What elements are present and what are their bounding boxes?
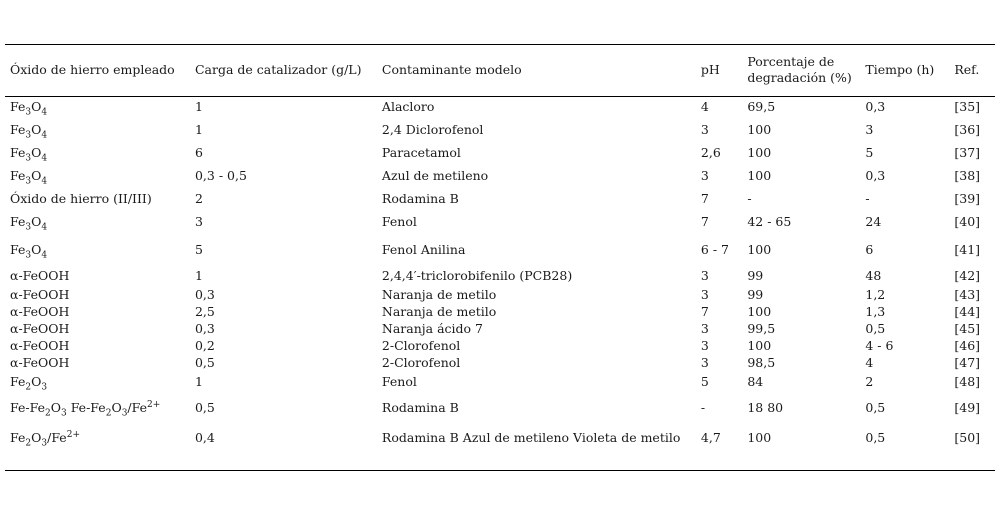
cell-time: - [865, 190, 870, 206]
header-time: Tiempo (h) [865, 61, 935, 77]
cell-load: 1 [194, 268, 203, 283]
cell-oxide [5, 233, 190, 266]
cell-time: 24 [865, 213, 882, 229]
cell-ref: [43] [954, 286, 981, 302]
formula-part: α-FeOOH [10, 303, 70, 319]
header-ref: Ref. [954, 61, 980, 77]
table-row [5, 320, 995, 337]
cell-load: 0,2 [194, 337, 215, 353]
formula-part: 2+ [66, 429, 80, 440]
formula-part: /Fe [127, 399, 148, 415]
formula-part: α-FeOOH [10, 354, 70, 370]
cell-ph: 3 [700, 337, 709, 353]
cell-contaminant: 2-Clorofenol [381, 337, 461, 353]
cell-degradation: 100 [747, 429, 772, 445]
cell-ph: 4,7 [700, 429, 721, 445]
table-row [5, 371, 995, 393]
formula-part: Fe [10, 213, 26, 229]
cell-ref: [49] [954, 399, 981, 415]
header-divider-rule [5, 96, 995, 97]
cell-ph: 7 [700, 303, 709, 319]
cell-time: 3 [865, 121, 874, 137]
cell-time: 5 [865, 144, 874, 160]
formula-part: O [31, 167, 42, 183]
cell-time: 4 [865, 354, 874, 370]
formula-part: 4 [41, 222, 48, 232]
cell-degradation: 99 [747, 268, 764, 283]
cell-ref: [50] [954, 429, 981, 445]
cell-load: 0,5 [194, 354, 215, 370]
cell-degradation: 100 [747, 337, 772, 353]
formula-part: 2+ [147, 399, 161, 410]
cell-oxide [5, 354, 190, 371]
cell-ph: 3 [700, 167, 709, 183]
formula-part: α-FeOOH [10, 320, 70, 336]
formula-part: 4 [41, 130, 48, 140]
cell-contaminant: 2-Clorofenol [381, 354, 461, 370]
cell-degradation: - [747, 190, 752, 206]
cell-load: 1 [194, 374, 203, 389]
formula-part: 3 [25, 176, 32, 186]
formula-part: O [31, 241, 42, 257]
cell-load: 0,3 - 0,5 [194, 167, 247, 183]
formula-part: 3 [25, 222, 32, 232]
cell-time: 2 [865, 374, 874, 389]
cell-oxide [5, 266, 190, 286]
formula-part: α-FeOOH [10, 268, 70, 283]
formula-part: O [31, 98, 42, 114]
formula-part: Fe-Fe [66, 399, 106, 415]
cell-time: 0,5 [865, 320, 886, 336]
cell-oxide [5, 95, 190, 118]
cell-contaminant: 2,4 Diclorofenol [381, 121, 484, 137]
cell-contaminant: Naranja ácido 7 [381, 320, 483, 336]
cell-time: 4 - 6 [865, 337, 894, 353]
cell-contaminant: Alacloro [381, 98, 435, 114]
cell-ph: 3 [700, 286, 709, 302]
formula-part: O [31, 121, 42, 137]
cell-time: 1,3 [865, 303, 886, 319]
formula-part: 3 [25, 153, 32, 163]
formula-part: 4 [41, 250, 48, 260]
formula-part: O [111, 399, 122, 415]
cell-load: 1 [194, 98, 203, 114]
formula-part: 2 [25, 382, 32, 393]
formula-part: O [31, 374, 42, 389]
table-row [5, 337, 995, 354]
cell-ref: [41] [954, 241, 981, 257]
cell-degradation: 100 [747, 144, 772, 160]
cell-oxide [5, 320, 190, 337]
cell-degradation: 69,5 [747, 98, 776, 114]
cell-oxide [5, 422, 190, 453]
cell-ref: [47] [954, 354, 981, 370]
cell-degradation: 100 [747, 121, 772, 137]
table-header [5, 44, 995, 95]
table-row [5, 118, 995, 141]
formula-part: Fe [10, 241, 26, 257]
cell-contaminant: Rodamina B [381, 399, 459, 415]
table-row [5, 141, 995, 164]
formula-part: Fe-Fe [10, 399, 45, 415]
cell-load: 1 [194, 121, 203, 137]
formula-part: O [31, 429, 42, 445]
formula-part: 3 [121, 408, 128, 418]
formula-part: Fe [10, 121, 26, 137]
formula-part: Fe [10, 429, 26, 445]
table-row [5, 233, 995, 266]
cell-contaminant: Paracetamol [381, 144, 461, 160]
formula-part: 2 [25, 438, 32, 448]
cell-ref: [44] [954, 303, 981, 319]
cell-ph: 6 - 7 [700, 241, 729, 257]
formula-part: 2 [105, 408, 112, 418]
table-row [5, 422, 995, 453]
cell-time: 0,3 [865, 98, 886, 114]
formula-part: α-FeOOH [10, 337, 70, 353]
cell-oxide [5, 118, 190, 141]
cell-ref: [36] [954, 121, 981, 137]
cell-degradation: 100 [747, 241, 772, 257]
cell-load: 0,4 [194, 429, 215, 445]
cell-ph: 7 [700, 213, 709, 229]
cell-contaminant: Fenol Anilina [381, 241, 466, 257]
formula-part: O [31, 213, 42, 229]
table-row [5, 266, 995, 286]
cell-ref: [48] [954, 374, 981, 389]
formula-part: 3 [41, 382, 48, 393]
cell-oxide [5, 141, 190, 164]
cell-load: 0,3 [194, 320, 215, 336]
cell-contaminant: 2,4,4′-triclorobifenilo (PCB28) [381, 268, 573, 283]
cell-load: 0,5 [194, 399, 215, 415]
formula-part: Fe [10, 167, 26, 183]
formula-part: Fe [10, 374, 26, 389]
cell-oxide [5, 371, 190, 393]
header-ph: pH [700, 61, 720, 77]
cell-ref: [35] [954, 98, 981, 114]
table-row [5, 95, 995, 118]
table-row [5, 354, 995, 371]
cell-load: 2 [194, 190, 203, 206]
table-row [5, 187, 995, 210]
cell-contaminant: Fenol [381, 213, 417, 229]
cell-time: 0,5 [865, 399, 886, 415]
formula-part: O [50, 399, 61, 415]
cell-ph: 3 [700, 354, 709, 370]
cell-degradation: 100 [747, 303, 772, 319]
cell-time: 0,3 [865, 167, 886, 183]
cell-time: 0,5 [865, 429, 886, 445]
cell-ph: 5 [700, 374, 709, 389]
cell-ph: - [700, 399, 706, 415]
cell-contaminant: Rodamina B Azul de metileno Violeta de metilo [381, 429, 681, 445]
header-load: Carga de catalizador (g/L) [194, 61, 362, 77]
cell-load: 2,5 [194, 303, 215, 319]
header-oxide: Óxido de hierro empleado [10, 61, 175, 77]
cell-contaminant: Azul de metileno [381, 167, 489, 183]
cell-degradation: 100 [747, 167, 772, 183]
formula-part: 4 [41, 153, 48, 163]
cell-ref: [37] [954, 144, 981, 160]
cell-load: 6 [194, 144, 203, 160]
header-contaminant: Contaminante modelo [381, 61, 522, 77]
cell-ref: [39] [954, 190, 981, 206]
cell-ph: 2,6 [700, 144, 721, 160]
formula-part: Óxido de hierro (II/III) [10, 190, 152, 206]
cell-degradation: 99 [747, 286, 764, 302]
cell-degradation: 99,5 [747, 320, 776, 336]
table-bottom-rule [5, 470, 995, 471]
formula-part: O [31, 144, 42, 160]
formula-part: 3 [25, 250, 32, 260]
cell-ref: [38] [954, 167, 981, 183]
table-row [5, 210, 995, 233]
table-row [5, 393, 995, 422]
cell-ph: 3 [700, 268, 709, 283]
cell-ref: [46] [954, 337, 981, 353]
formula-part: 3 [25, 130, 32, 140]
cell-ref: [42] [954, 268, 981, 283]
cell-oxide [5, 337, 190, 354]
header-degradation: Porcentaje de degradación (%) [747, 53, 852, 85]
cell-time: 1,2 [865, 286, 886, 302]
cell-contaminant: Rodamina B [381, 190, 459, 206]
table-body [5, 95, 995, 453]
cell-ref: [40] [954, 213, 981, 229]
formula-part: α-FeOOH [10, 286, 70, 302]
cell-ph: 3 [700, 320, 709, 336]
formula-part: Fe [10, 98, 26, 114]
cell-contaminant: Fenol [381, 374, 417, 389]
cell-contaminant: Naranja de metilo [381, 286, 497, 302]
cell-degradation: 98,5 [747, 354, 776, 370]
formula-part: 4 [41, 107, 48, 117]
formula-part: 4 [41, 176, 48, 186]
formula-part: 3 [41, 438, 48, 448]
cell-oxide [5, 393, 190, 422]
cell-load: 3 [194, 213, 203, 229]
cell-time: 6 [865, 241, 874, 257]
cell-contaminant: Naranja de metilo [381, 303, 497, 319]
cell-oxide [5, 210, 190, 233]
cell-load: 5 [194, 241, 203, 257]
cell-ph: 3 [700, 121, 709, 137]
cell-time: 48 [865, 268, 882, 283]
cell-oxide [5, 164, 190, 187]
formula-part: Fe [10, 144, 26, 160]
cell-ref: [45] [954, 320, 981, 336]
table-row [5, 286, 995, 303]
cell-load: 0,3 [194, 286, 215, 302]
cell-degradation: 84 [747, 374, 764, 389]
formula-part: 3 [25, 107, 32, 117]
cell-oxide [5, 303, 190, 320]
cell-degradation: 42 - 65 [747, 213, 792, 229]
table-row [5, 164, 995, 187]
cell-ph: 4 [700, 98, 709, 114]
cell-ph: 7 [700, 190, 709, 206]
formula-part: 2 [45, 408, 51, 418]
formula-part: 3 [60, 408, 67, 418]
cell-oxide [5, 286, 190, 303]
cell-oxide [5, 187, 190, 210]
formula-part: /Fe [47, 429, 67, 445]
cell-degradation: 18 80 [747, 399, 784, 415]
catalyst-table [5, 44, 995, 453]
table-row [5, 303, 995, 320]
